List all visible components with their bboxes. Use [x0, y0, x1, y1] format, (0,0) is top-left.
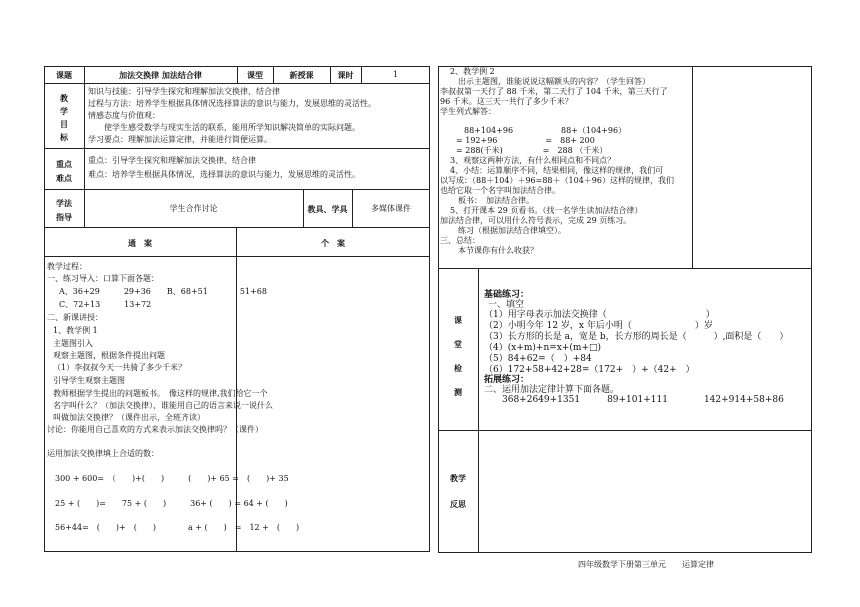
process-line: 引导学生观察主题图	[53, 376, 125, 385]
extension-line: 二、运用加法定律计算下面各题。	[484, 385, 620, 395]
equation-line: 88+104+96 88+（104+96）	[456, 126, 627, 135]
test-line: （2）小明今年 12 岁，x 年后小明（ ）岁	[484, 321, 713, 331]
example-line: 三、总结：	[440, 236, 480, 245]
hours-value: 1	[392, 70, 399, 79]
example-line: 加法结合律，可以用什么符号表示，完成 29 页练习。	[440, 216, 632, 225]
fill-exercise-line: 56+44= ( )+ ( ) a + ( ) = 12 + ( )	[55, 523, 300, 532]
process-line: 二、新课讲授：	[47, 313, 103, 322]
left-row-divider	[44, 256, 430, 257]
example-line: 本节课你有什么收获？	[450, 246, 538, 255]
subject-label: 课题	[56, 70, 72, 80]
test-line: （4）(x+m)+n=x+(m+□)	[484, 343, 601, 353]
equation-line: = 192+96 = 88+ 200	[456, 136, 595, 145]
tools-value: 多媒体课件	[371, 204, 411, 213]
process-line: 主题图引入	[53, 339, 93, 348]
tools-label: 教具、学具	[307, 204, 348, 214]
personal-plan-header: 个 案	[321, 238, 345, 248]
right-col-divider	[478, 268, 479, 553]
example-line: 以写成：（88＋104）＋96=88＋（104＋96）这样的规律，我们	[440, 176, 674, 185]
process-line: 名字叫什么？（加法交换律），谁能用自己的语言来说一说什么	[53, 401, 273, 410]
left-row-divider	[44, 189, 430, 190]
test-line: 一、填空	[488, 300, 525, 310]
test-line: （5）84+62=（ ）+84	[484, 354, 592, 364]
process-line: 观察主题图，根据条件提出问题	[53, 351, 165, 360]
example-line: 出示主题图，谁能说说这幅额头的内容？（学生回答）	[450, 77, 650, 86]
extension-line: 368+2649+1351 89+101+111 142+914+58+86	[484, 395, 784, 405]
lesson-type-value: 新授课	[289, 70, 314, 80]
example-line: 练习（根据加法结合律填空）。	[450, 226, 566, 235]
key-points-label: 重点 难点	[56, 159, 72, 183]
process-line: 1、教学例 1	[53, 326, 98, 335]
test-line: （1）用字母表示加法交换律（ ）	[484, 310, 715, 320]
example-line: 板书： 加法结合律。	[450, 196, 534, 205]
process-line: A、36+29 29+36 B、68+51 51+68	[59, 287, 267, 296]
example-line: 4、小结：运算顺序不同，结果相同，像这样的规律，我们可	[450, 166, 664, 175]
test-line: （6）172+58+42+28=（172+ ）+（42+ ）	[484, 365, 695, 375]
example-line: 2、教学例 2	[450, 67, 495, 76]
test-line: （3）长方形的长是 a，宽是 b，长方形的周长是（ ）,面积是（ ）	[484, 332, 789, 342]
teaching-reflection-label: 教学 反思	[450, 473, 466, 509]
right-col-divider	[692, 66, 693, 268]
process-line: 讨论：你能用自己喜欢的方式来表示加法交换律吗？（课件）	[47, 425, 263, 434]
fill-exercise-line: 25 + ( )= 75 + ( ) 36+ ( ) = 64 + ( )	[55, 499, 288, 508]
page-footer: 四年级数学下册第三单元 运算定律	[578, 560, 714, 569]
equation-line: = 288(千米) = 288 （千米）	[456, 146, 608, 155]
key-point-line: 重点：引导学生探究和理解加法交换律、结合律	[88, 156, 256, 165]
method-label: 学法 指导	[56, 198, 72, 222]
left-row-divider	[44, 83, 430, 84]
example-line: 李叔叔第一天行了 88 千米，第二天行了 104 千米，第三天行了	[440, 87, 668, 96]
extension-practice-title: 拓展练习：	[484, 375, 530, 385]
hours-label: 课时	[337, 70, 354, 80]
objective-line: 情感态度与价值观：	[88, 111, 160, 120]
process-line: 教学过程：	[47, 262, 87, 271]
example-line: 5、打开课本 29 页看书。（找一名学生读加法结合律）	[450, 206, 643, 215]
objective-line: 知识与技能：引导学生探究和理解加法交换律、结合律	[88, 87, 280, 96]
example-line: 也给它取一个名字叫加法结合律。	[440, 186, 560, 195]
process-line: 一、练习导入：口算下面各题：	[47, 274, 159, 283]
process-line: C、72+13 13+72	[59, 300, 152, 309]
common-plan-header: 通 案	[128, 238, 152, 248]
classroom-test-label: 课 堂 检 测	[454, 315, 462, 397]
process-line: 叫做加法交换律？（课件出示，全班齐读）	[53, 413, 205, 422]
basic-practice-title: 基础练习：	[484, 290, 530, 300]
method-value: 学生合作讨论	[169, 204, 218, 213]
subject-value: 加法交换律 加法结合律	[119, 70, 202, 80]
process-line: （1）李叔叔今天一共骑了多少千米？	[53, 363, 187, 372]
lesson-type-label: 课型	[247, 70, 263, 80]
right-row-divider	[438, 268, 812, 269]
example-line: 96 千米。这三天一共行了多少千米？	[440, 97, 573, 106]
process-line: 运用加法交换律填上合适的数：	[47, 449, 159, 458]
example-line: 3、观察这两种方法，有什么相同点和不同点？	[450, 156, 616, 165]
left-row-divider	[44, 148, 430, 149]
left-col-divider	[84, 66, 85, 227]
right-row-divider	[438, 430, 812, 431]
objective-line: 学习要点：理解加法运算定律，并能进行简便运算。	[88, 135, 272, 144]
difficult-point-line: 难点：培养学生根据具体情况，选择算法的意识与能力，发展思维的灵活性。	[88, 170, 360, 179]
fill-exercise-line: 300 + 600= （ )+( ) ( )+ 65 = ( )+ 35	[55, 474, 289, 483]
objectives-label: 教 学 目 标	[60, 93, 68, 142]
objective-line: 过程与方法：培养学生根据具体情况选择算法的意识与能力，发展思维的灵活性。	[88, 99, 376, 108]
left-row-divider	[44, 227, 430, 228]
example-line: 学生列式解答：	[440, 107, 496, 116]
process-line: 教师根据学生提出的问题板书。 像这样的规律,我们给它一个	[53, 389, 268, 398]
objective-line: 使学生感受数学与现实生活的联系，能用所学知识解决简单的实际问题。	[104, 123, 360, 132]
